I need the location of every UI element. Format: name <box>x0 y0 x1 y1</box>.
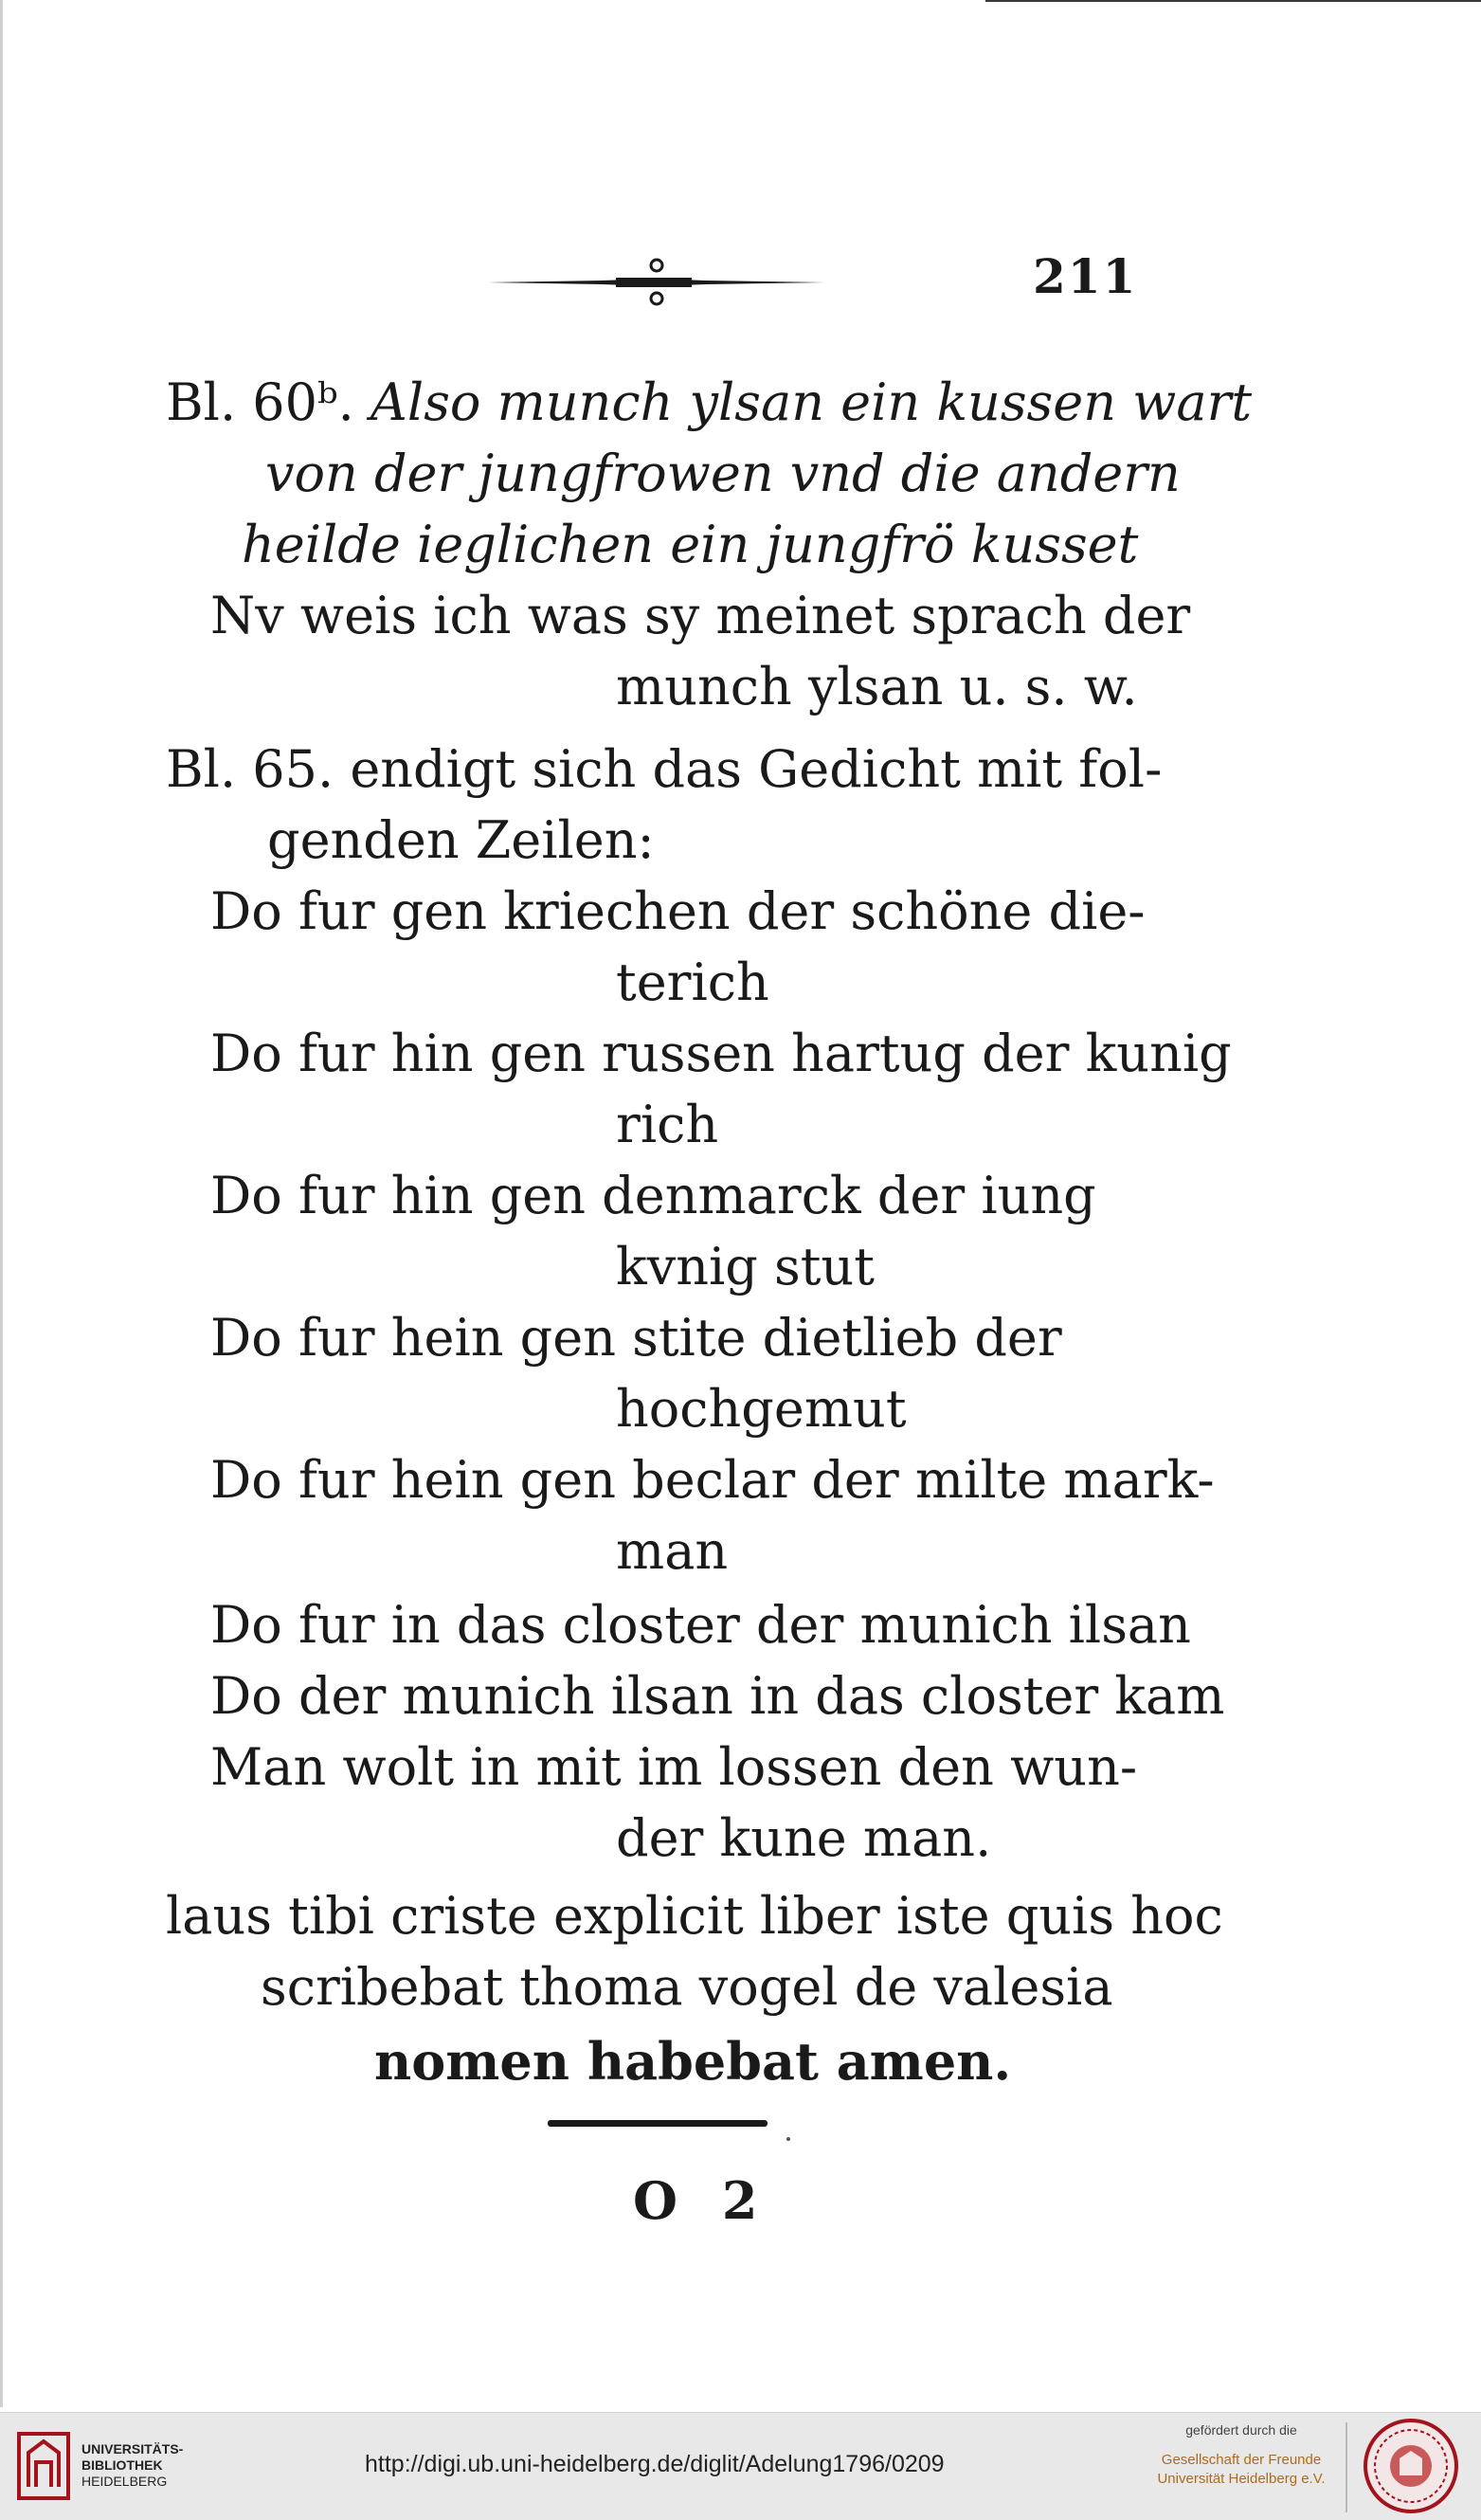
text-line: Bl. 60ᵇ. Also munch ylsan ein kussen wart <box>166 372 1253 432</box>
text-line: heilde ieglichen ein jungfrö kusset <box>242 515 1139 574</box>
ink-speck <box>786 2137 790 2141</box>
page-edge-left <box>0 0 3 2407</box>
text-line: rich <box>616 1095 719 1154</box>
text-line: Nv weis ich was sy meinet sprach der <box>210 586 1191 645</box>
library-name: UNIVERSITÄTS- BIBLIOTHEK HEIDELBERG <box>81 2441 184 2489</box>
university-seal-icon[interactable] <box>1362 2417 1460 2515</box>
text-line: Do der munich ilsan in das closter kam <box>210 1666 1225 1726</box>
page-edge-top <box>985 0 1481 2</box>
permalink-url[interactable]: http://digi.ub.uni-heidelberg.de/diglit/Adelung1796/0209 <box>365 2451 945 2477</box>
text-line: Man wolt in mit im lossen den wun- <box>210 1737 1138 1797</box>
page-header <box>0 237 1481 313</box>
closing-rule <box>548 2120 768 2127</box>
text-line: hochgemut <box>616 1379 907 1439</box>
text-line: der kune man. <box>616 1808 992 1868</box>
text-line: laus tibi criste explicit liber iste quis hoc <box>166 1886 1223 1946</box>
library-logo-icon[interactable] <box>15 2430 72 2502</box>
page-number: 211 <box>1033 248 1138 304</box>
text-line: terich <box>616 952 769 1012</box>
folio-reference: Bl. 60ᵇ. <box>166 372 370 432</box>
text-line: munch ylsan u. s. w. <box>616 657 1138 716</box>
footer-bar <box>0 2412 1481 2520</box>
text-line: von der jungfrowen vnd die andern <box>265 444 1181 503</box>
text-line: Do fur hein gen stite dietlieb der <box>210 1308 1062 1368</box>
text-line: scribebat thoma vogel de valesia <box>261 1957 1113 2017</box>
text-line: man <box>616 1521 729 1581</box>
text-line: Bl. 65. endigt sich das Gedicht mit fol- <box>166 739 1163 799</box>
text-line: Do fur in das closter der munich ilsan <box>210 1595 1191 1655</box>
text-line: nomen habebat amen. <box>374 2031 1012 2092</box>
signature-mark: O 2 <box>633 2170 771 2231</box>
text-line: Do fur gen kriechen der schöne die- <box>210 881 1146 941</box>
footer-divider <box>1346 2422 1347 2512</box>
text-line: Do fur hein gen beclar der milte mark- <box>210 1450 1215 1510</box>
sponsor-credit: gefördert durch die Gesellschaft der Freunde Universität Heidelberg e.V. <box>1157 2422 1326 2487</box>
ornament-icon <box>488 254 824 311</box>
text-line: Do fur hin gen russen hartug der kunig <box>210 1024 1232 1083</box>
text-line: genden Zeilen: <box>267 810 655 870</box>
text-line: kvnig stut <box>616 1237 875 1296</box>
text-line: Do fur hin gen denmarck der iung <box>210 1166 1096 1225</box>
